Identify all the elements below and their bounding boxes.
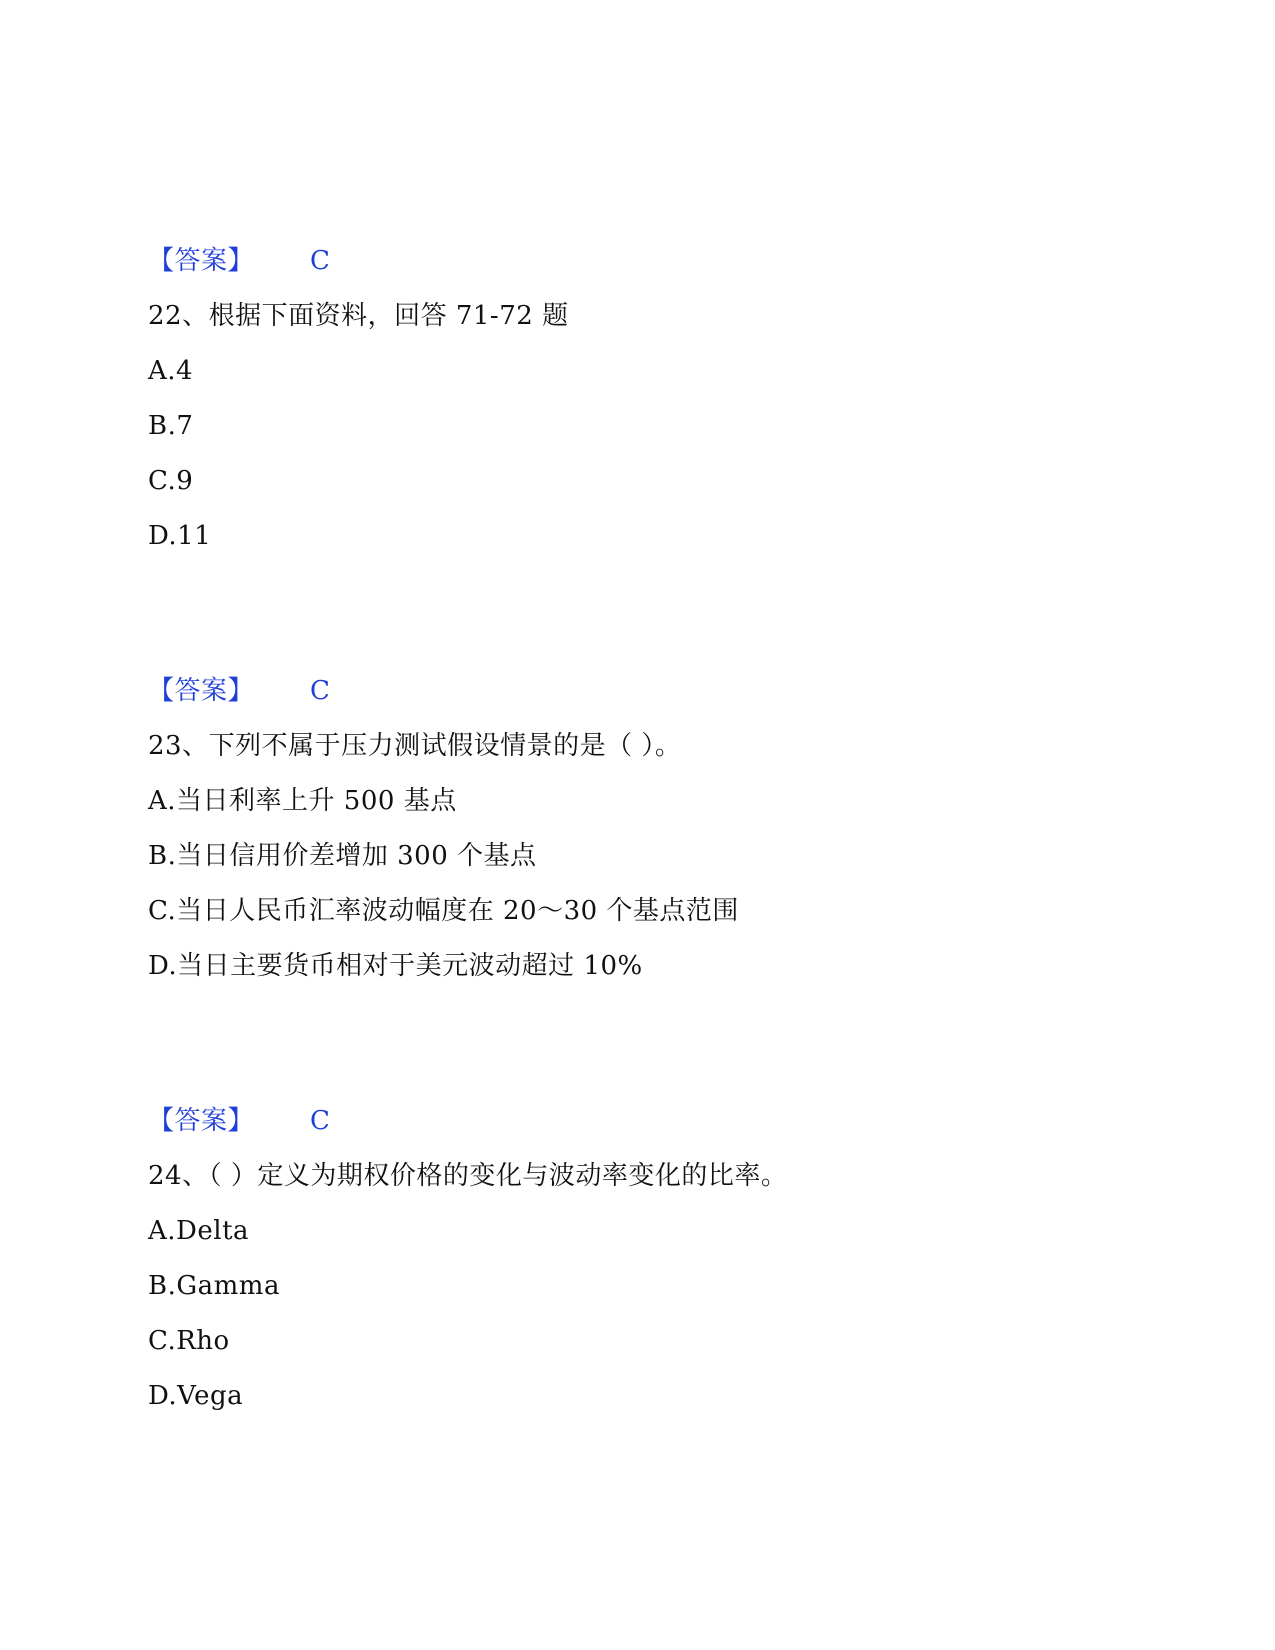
question-22-option-c: C.9 xyxy=(148,466,194,496)
answer-value: C xyxy=(310,246,331,276)
answer-value: C xyxy=(310,676,331,706)
question-23-option-b: B.当日信用价差增加 300 个基点 xyxy=(148,841,537,871)
answer-line-2 xyxy=(148,674,330,708)
question-24-option-d: D.Vega xyxy=(148,1381,244,1411)
question-22-option-d: D.11 xyxy=(148,521,212,551)
question-23-stem: 23、下列不属于压力测试假设情景的是（ ）。 xyxy=(148,731,682,761)
answer-line-3 xyxy=(148,1104,330,1138)
question-23-option-d: D.当日主要货币相对于美元波动超过 10% xyxy=(148,951,643,981)
answer-label: 【答案】 xyxy=(148,1106,255,1136)
question-22-stem: 22、根据下面资料，回答 71-72 题 xyxy=(148,301,569,331)
answer-label: 【答案】 xyxy=(148,246,255,276)
answer-label: 【答案】 xyxy=(148,676,255,706)
question-24-option-a: A.Delta xyxy=(148,1216,250,1246)
question-24-option-b: B.Gamma xyxy=(148,1271,280,1301)
question-23-option-c: C.当日人民币汇率波动幅度在 20～30 个基点范围 xyxy=(148,896,739,926)
question-22-option-a: A.4 xyxy=(148,356,194,386)
question-22-option-b: B.7 xyxy=(148,411,194,441)
answer-value: C xyxy=(310,1106,331,1136)
question-23-option-a: A.当日利率上升 500 基点 xyxy=(148,786,457,816)
answer-line-1 xyxy=(148,244,330,278)
question-24-option-c: C.Rho xyxy=(148,1326,230,1356)
question-24-stem: 24、（ ）定义为期权价格的变化与波动率变化的比率。 xyxy=(148,1161,788,1191)
